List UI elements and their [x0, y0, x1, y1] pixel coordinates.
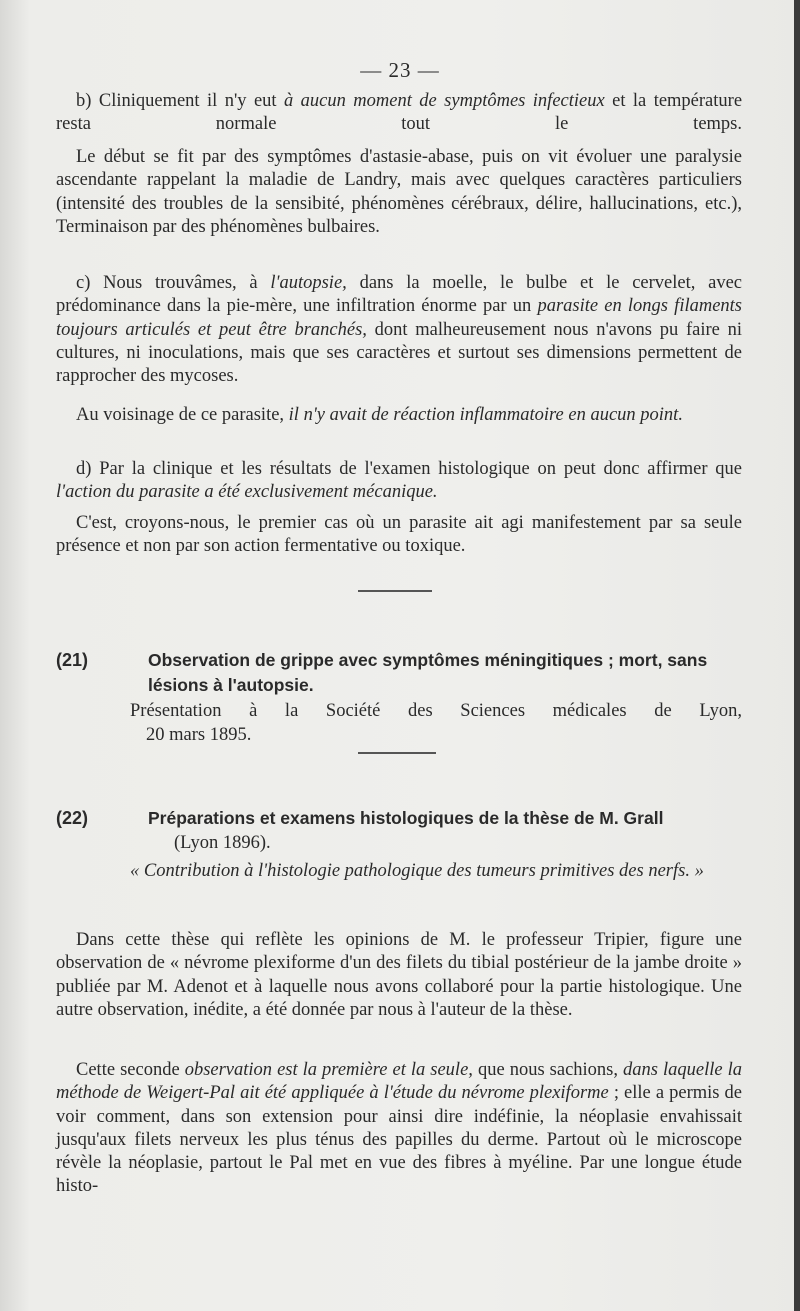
- item-label-d: d): [76, 459, 92, 479]
- entry-title-22: Préparations et examens histologiques de la thèse de M. Grall: [148, 808, 664, 828]
- thesis-title-quote: « Contribution à l'histologie pathologique des tumeurs primitives des nerfs. »: [130, 861, 704, 881]
- presentation-date: 20 mars 1895.: [146, 725, 252, 745]
- separator-rule: [358, 752, 436, 754]
- paragraph-conclusion: C'est, croyons-nous, le premier cas où un parasite ait agi manifestement par sa seule présence et non par son action fermentative ou toxique.: [56, 513, 742, 557]
- item-label-c: c): [76, 273, 91, 293]
- item-label-b: b): [76, 91, 92, 111]
- entry-subtitle-22: (Lyon 1896).: [174, 833, 271, 853]
- paragraph-weigert-pal: Cette seconde observation est la première et la seule, que nous sachions, dans laquelle la méthode de Weigert-Pal ait été appliquée à l'étude du névrome plexiforme ; elle a permis de voir comment, dans son extension pour ainsi dire indéfinie, la néoplasie envahissait jusqu'aux filets nerveux les plus ténus des papilles du derme. Partout où le microscope révèle la néoplasie, partout le Pal met en vue des fibres à myéline. Par une longue étude histo-: [56, 1060, 743, 1197]
- entry-title-21: Observation de grippe avec symptômes méningitiques ; mort, sans lésions à l'autopsie.: [148, 650, 708, 695]
- paragraph-b: b) Cliniquement il n'y eut à aucun moment de symptômes infectieux et la température resta normale tout le temps.: [56, 91, 743, 135]
- separator-rule: [358, 590, 432, 592]
- paragraph-d: d) Par la clinique et les résultats de l'examen histologique on peut donc affirmer que l'action du parasite a été exclusivement mécanique.: [56, 459, 743, 503]
- entry-number-22: (22): [56, 808, 89, 828]
- page-number: — 23 —: [360, 58, 440, 82]
- paragraph-onset: Le début se fit par des symptômes d'astasie-abase, puis on vit évoluer une paralysie ascendante rappelant la maladie de Landry, mais avec quelques caractères particuliers (intensité des troubles de la sensibité, phénomènes cérébraux, délire, hallucinations, etc.), Terminaison par des phénomènes bulbaires.: [56, 147, 742, 237]
- paragraph-voisinage: Au voisinage de ce parasite, il n'y avait de réaction inflammatoire en aucun point.: [76, 405, 683, 425]
- entry-number-21: (21): [56, 650, 89, 670]
- paragraph-thesis: Dans cette thèse qui reflète les opinions de M. le professeur Tripier, figure une observation de « névrome plexiforme d'un des filets du tibial postérieur de la jambe droite » publiée par M. Adenot et à laquelle nous avons collaboré pour la partie histologique. Une autre observation, inédite, a été donnée par nous à l'auteur de la thèse.: [56, 930, 742, 1021]
- paragraph-c: c) Nous trouvâmes, à l'autopsie, dans la moelle, le bulbe et le cervelet, avec prédominance dans la pie-mère, une infiltration énorme par un parasite en longs filaments toujours articulés et peut être branchés, dont malheureusement nous n'avons pu faire ni cultures, ni inoculations, mais que ses caractères et surtout ses dimensions permettent de rapprocher des mycoses.: [56, 273, 743, 387]
- presentation-line: Présentation à la Société des Sciences médicales de Lyon,: [130, 701, 742, 721]
- page-edge: [794, 0, 800, 1311]
